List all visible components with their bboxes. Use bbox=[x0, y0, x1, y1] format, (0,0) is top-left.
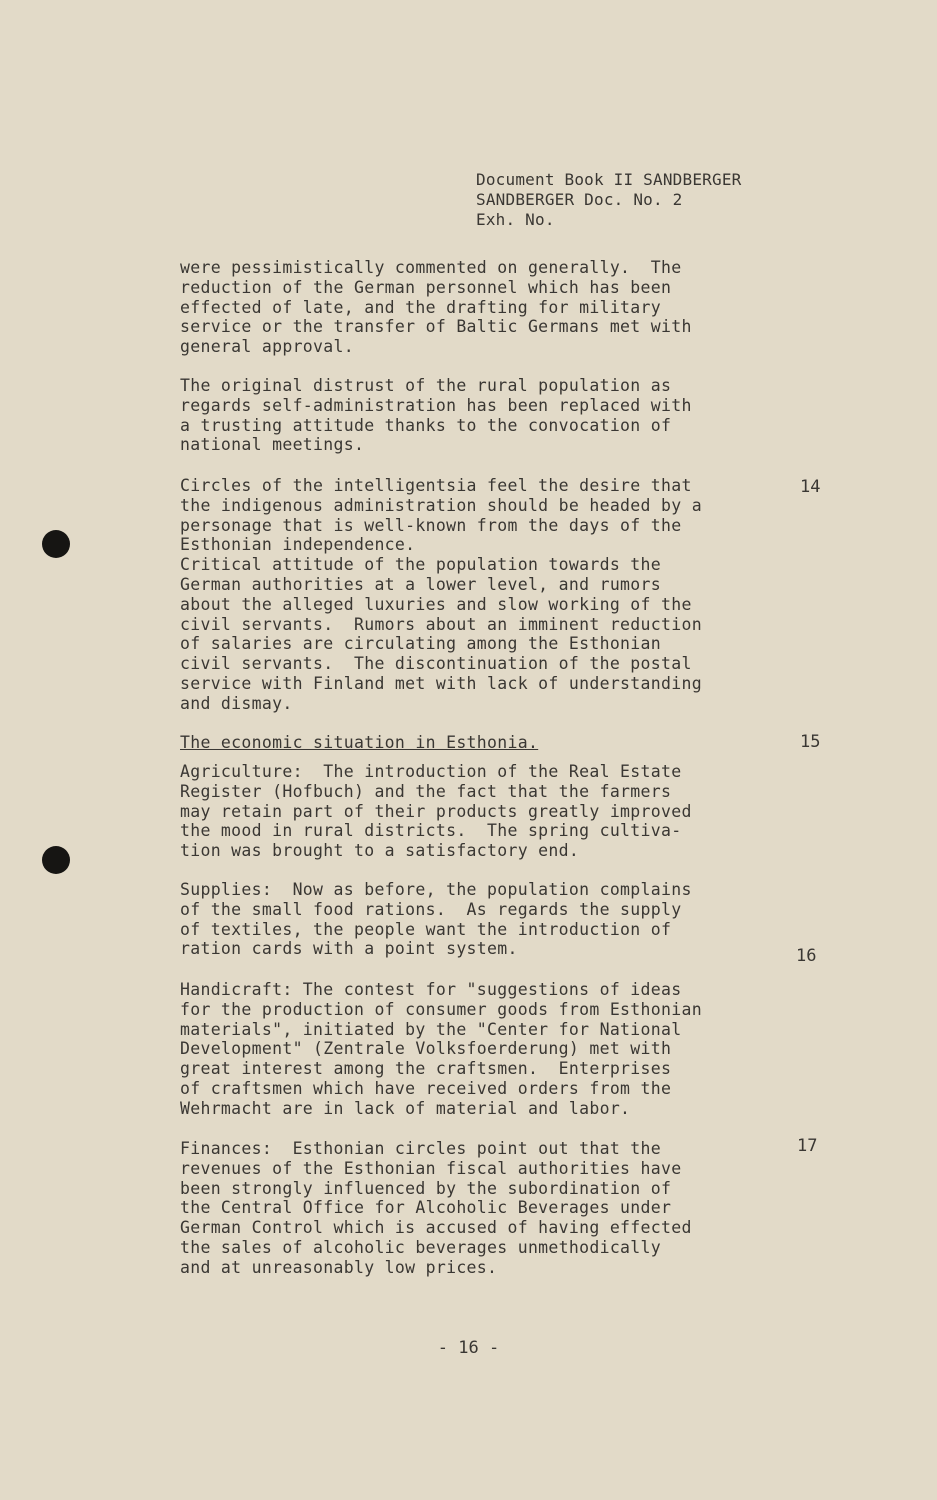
text-line: of the small food rations. As regards the supply bbox=[180, 899, 682, 919]
text-line: service or the transfer of Baltic Germans met with bbox=[180, 317, 692, 337]
text-line: the mood in rural districts. The spring cultiva- bbox=[180, 821, 682, 841]
text-line: the Central Office for Alcoholic Beverages under bbox=[180, 1198, 672, 1218]
text-line: of craftsmen which have received orders from the bbox=[180, 1078, 672, 1098]
section-heading bbox=[180, 733, 790, 753]
header-line-2: SANDBERGER Doc. No. 2 bbox=[476, 190, 683, 209]
text-line: were pessimistically commented on generally. The bbox=[180, 258, 682, 277]
text-line: and dismay. bbox=[180, 693, 293, 713]
text-line: German Control which is accused of having effected bbox=[180, 1218, 692, 1238]
text-line: Agriculture: The introduction of the Real Estate bbox=[180, 762, 682, 781]
text-line: Circles of the intelligentsia feel the desire that bbox=[180, 476, 692, 495]
text-line: national meetings. bbox=[180, 435, 365, 455]
text-line: may retain part of their products greatly improved bbox=[180, 801, 692, 821]
text-line: Wehrmacht are in lack of material and labor. bbox=[180, 1098, 631, 1118]
paragraph-1 bbox=[180, 258, 790, 357]
text-line: revenues of the Esthonian fiscal authorities have bbox=[180, 1158, 682, 1178]
text-line: of salaries are circulating among the Esthonian bbox=[180, 634, 661, 654]
paragraph-3 bbox=[180, 476, 790, 714]
text-line: a trusting attitude thanks to the convocation of bbox=[180, 415, 672, 435]
text-line: materials", initiated by the "Center for National bbox=[180, 1019, 682, 1039]
header-line-3: Exh. No. bbox=[476, 210, 555, 229]
binder-hole-top bbox=[42, 530, 70, 558]
text-line: about the alleged luxuries and slow working of the bbox=[180, 594, 692, 614]
text-line: and at unreasonably low prices. bbox=[180, 1257, 498, 1277]
text-line: been strongly influenced by the subordination of bbox=[180, 1178, 672, 1198]
text-line: Finances: Esthonian circles point out that the bbox=[180, 1139, 661, 1158]
text-line: The original distrust of the rural population as bbox=[180, 376, 672, 395]
binder-hole-bottom bbox=[42, 846, 70, 874]
margin-number-17: 17 bbox=[797, 1136, 818, 1156]
paragraph-finances bbox=[180, 1139, 790, 1278]
text-line: general approval. bbox=[180, 337, 354, 357]
text-line: ration cards with a point system. bbox=[180, 939, 518, 959]
text-line: reduction of the German personnel which has been bbox=[180, 277, 672, 297]
paragraph-supplies bbox=[180, 880, 790, 959]
paragraph-agriculture bbox=[180, 762, 790, 861]
text-line: Supplies: Now as before, the population complains bbox=[180, 880, 692, 899]
margin-number-14: 14 bbox=[800, 477, 821, 497]
text-line: regards self-administration has been replaced with bbox=[180, 395, 692, 415]
document-header bbox=[476, 170, 742, 230]
margin-number-16: 16 bbox=[796, 946, 817, 966]
text-line: civil servants. The discontinuation of the postal bbox=[180, 654, 692, 674]
text-line: Register (Hofbuch) and the fact that the farmers bbox=[180, 781, 672, 801]
text-line: Esthonian independence. bbox=[180, 535, 416, 555]
text-line: of textiles, the people want the introduction of bbox=[180, 919, 672, 939]
text-line: civil servants. Rumors about an imminent reduction bbox=[180, 614, 702, 634]
text-line: Critical attitude of the population towards the bbox=[180, 555, 661, 575]
text-line: Development" (Zentrale Volksfoerderung) met with bbox=[180, 1039, 672, 1059]
text-line: German authorities at a lower level, and rumors bbox=[180, 574, 661, 594]
text-line: tion was brought to a satisfactory end. bbox=[180, 841, 580, 861]
text-line: great interest among the craftsmen. Enterprises bbox=[180, 1059, 672, 1079]
paragraph-handicraft bbox=[180, 980, 790, 1119]
paragraph-2 bbox=[180, 376, 790, 455]
margin-number-15: 15 bbox=[800, 732, 821, 752]
text-line: Handicraft: The contest for "suggestions of ideas bbox=[180, 980, 682, 999]
text-line: the indigenous administration should be headed by a bbox=[180, 495, 702, 515]
text-line: effected of late, and the drafting for military bbox=[180, 297, 661, 317]
header-line-1: Document Book II SANDBERGER bbox=[476, 170, 742, 189]
page-number: - 16 - bbox=[437, 1338, 500, 1358]
text-line: the sales of alcoholic beverages unmethodically bbox=[180, 1237, 661, 1257]
text-line: service with Finland met with lack of understanding bbox=[180, 673, 702, 693]
text-line: personage that is well-known from the days of the bbox=[180, 515, 682, 535]
text-line: for the production of consumer goods from Esthonian bbox=[180, 999, 702, 1019]
section-heading-text: The economic situation in Esthonia. bbox=[180, 733, 539, 752]
